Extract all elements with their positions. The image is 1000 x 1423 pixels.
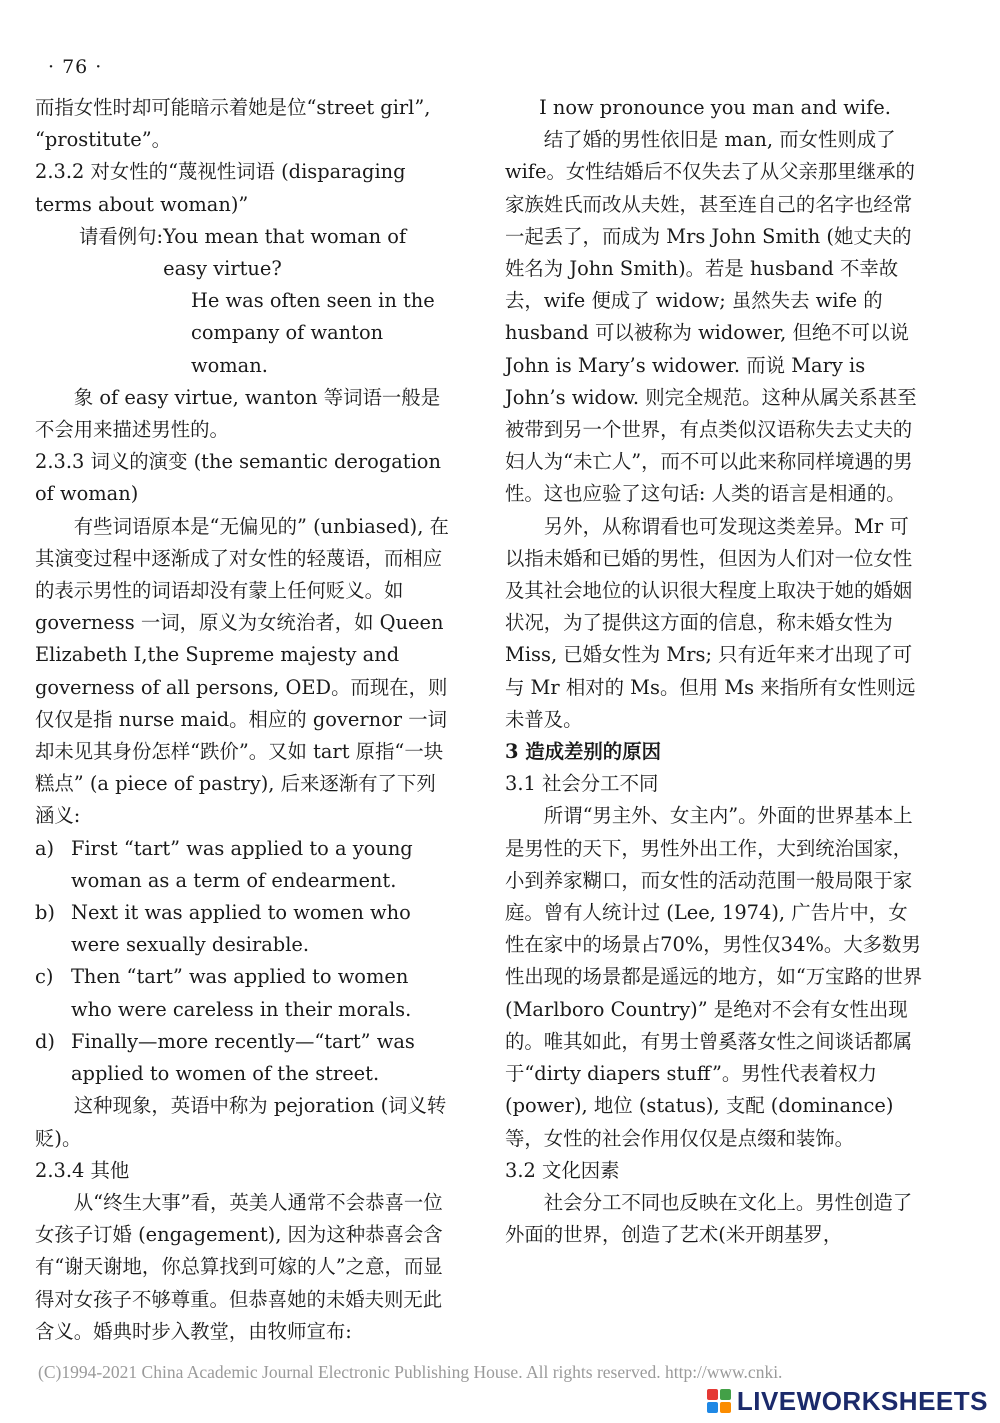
paragraph: 社会分工不同也反映在文化上。男性创造了外面的世界，创造了艺术(米开朗基罗， <box>505 1190 913 1247</box>
liveworksheets-brand <box>707 1386 988 1417</box>
example-sentence-2: He was often seen in the company of wanton woman. <box>191 289 435 377</box>
section-heading-3-1: 3.1 社会分工不同 <box>505 772 659 796</box>
section-heading-2-3-4: 2.3.4 其他 <box>35 1158 130 1182</box>
copyright-footer: (C)1994-2021 China Academic Journal Electronic Publishing House. All rights reserved. http://www.cnki. <box>38 1362 783 1382</box>
page-number: · 76 · <box>48 56 103 78</box>
paragraph: 结了婚的男性依旧是 man, 而女性则成了 wife。女性结婚后不仅失去了从父亲那里继承的家族姓氏而改从夫姓，甚至连自己的名字也经常一起丢了，而成为 Mrs John Smith (她丈夫的姓名为 John Smith)。若是 husband 不幸故去，wife 便成了 widow; 虽然失去 wife 的 husband 可以被称为 widower, 但绝不可以说 John is Mary’s widower. 而说 Mary is John’s widow. 则完全规范。这种从属关系甚至被带到另一个世界，有点类似汉语称失去丈夫的妇人为“未亡人”，而不可以此来称同样境遇的男性。这也应验了这句话: 人类的语言是相通的。 <box>505 128 917 506</box>
paragraph: 象 of easy virtue, wanton 等词语一般是不会用来描述男性的。 <box>35 385 441 442</box>
list-marker: d) <box>35 1029 55 1053</box>
right-column <box>505 92 925 1251</box>
section-heading-2-3-2: 2.3.2 对女性的“蔑视性词语 (disparaging terms about woman)” <box>35 160 406 216</box>
paragraph: 另外，从称谓看也可发现这类差异。Mr 可以指未婚和已婚的男性，但因为人们对一位女性及其社会地位的认识很大程度上取决于她的婚姻状况，为了提供这方面的信息，称未婚女性为 Miss, 已婚女性为 Mrs; 只有近年来才出现了可与 Mr 相对的 Ms。但用 Ms 来指所有女性则远未普及。 <box>505 514 916 731</box>
left-column <box>35 92 455 1348</box>
example-label: 请看例句: <box>79 224 164 248</box>
example-text: You mean that woman of easy virtue? <box>163 224 407 281</box>
quote-line: I now pronounce you man and wife. <box>539 96 891 119</box>
list-item-a <box>35 833 455 897</box>
list-marker: c) <box>35 965 54 989</box>
paragraph: 这种现象，英语中称为 pejoration (词义转贬)。 <box>35 1094 447 1150</box>
liveworksheets-logo-icon <box>707 1389 733 1415</box>
list-text: Next it was applied to women who were sexually desirable. <box>71 901 411 957</box>
list-item-b <box>35 897 455 961</box>
list-text: First “tart” was applied to a young woman as a term of endearment. <box>71 836 413 892</box>
section-heading-3: 3 造成差别的原因 <box>505 740 661 764</box>
paragraph: 所谓“男主外、女主内”。外面的世界基本上是男性的天下，男性外出工作，大到统治国家，小到养家糊口，而女性的活动范围一般局限于家庭。曾有人统计过 (Lee, 1974), 广告片中，女性在家中的场景占70%，男性仅34%。大多数男性出现的场景都是遥远的地方，如“万宝路的世界 (Marlboro Country)” 是绝对不会有女性出现的。唯其如此，有男士曾奚落女性之间谈话都属于“dirty diapers stuff”。男性代表着权力 (power), 地位 (status), 支配 (dominance) 等，女性的社会作用仅仅是点缀和装饰。 <box>505 804 923 1150</box>
example-sentence-1 <box>35 221 455 285</box>
paragraph: 有些词语原本是“无偏见的” (unbiased), 在其演变过程中逐渐成了对女性的轻蔑语，而相应的表示男性的词语却没有蒙上任何贬义。如 governess 一词，原义为女统治者，如 Queen Elizabeth I,the Supreme majesty and governess of all persons, OED。而现在，则仅仅是指 nurse maid。相应的 governor 一词却未见其身份怎样“跌价”。又如 tart 原指“一块糕点” (a piece of pastry), 后来逐渐有了下列涵义: <box>35 514 449 828</box>
paragraph: 而指女性时却可能暗示着她是位“street girl”, “prostitute”。 <box>35 96 431 152</box>
brand-text: LIVEWORKSHEETS <box>736 1386 988 1416</box>
paragraph: 从“终生大事”看，英美人通常不会恭喜一位女孩子订婚 (engagement), 因为这种恭喜会含有“谢天谢地，你总算找到可嫁的人”之意，而显得对女孩子不够尊重。但恭喜她的未婚夫则无此含义。婚典时步入教堂，由牧师宣布: <box>35 1190 443 1343</box>
list-text: Finally—more recently—“tart” was applied to women of the street. <box>71 1029 415 1086</box>
list-text: Then “tart” was applied to women who were careless in their morals. <box>71 965 412 1021</box>
list-marker: b) <box>35 901 55 925</box>
list-marker: a) <box>35 836 55 860</box>
list-item-c <box>35 961 455 1025</box>
list-item-d <box>35 1026 455 1090</box>
section-heading-2-3-3: 2.3.3 词义的演变 (the semantic derogation of woman) <box>35 450 441 506</box>
section-heading-3-2: 3.2 文化因素 <box>505 1158 620 1182</box>
